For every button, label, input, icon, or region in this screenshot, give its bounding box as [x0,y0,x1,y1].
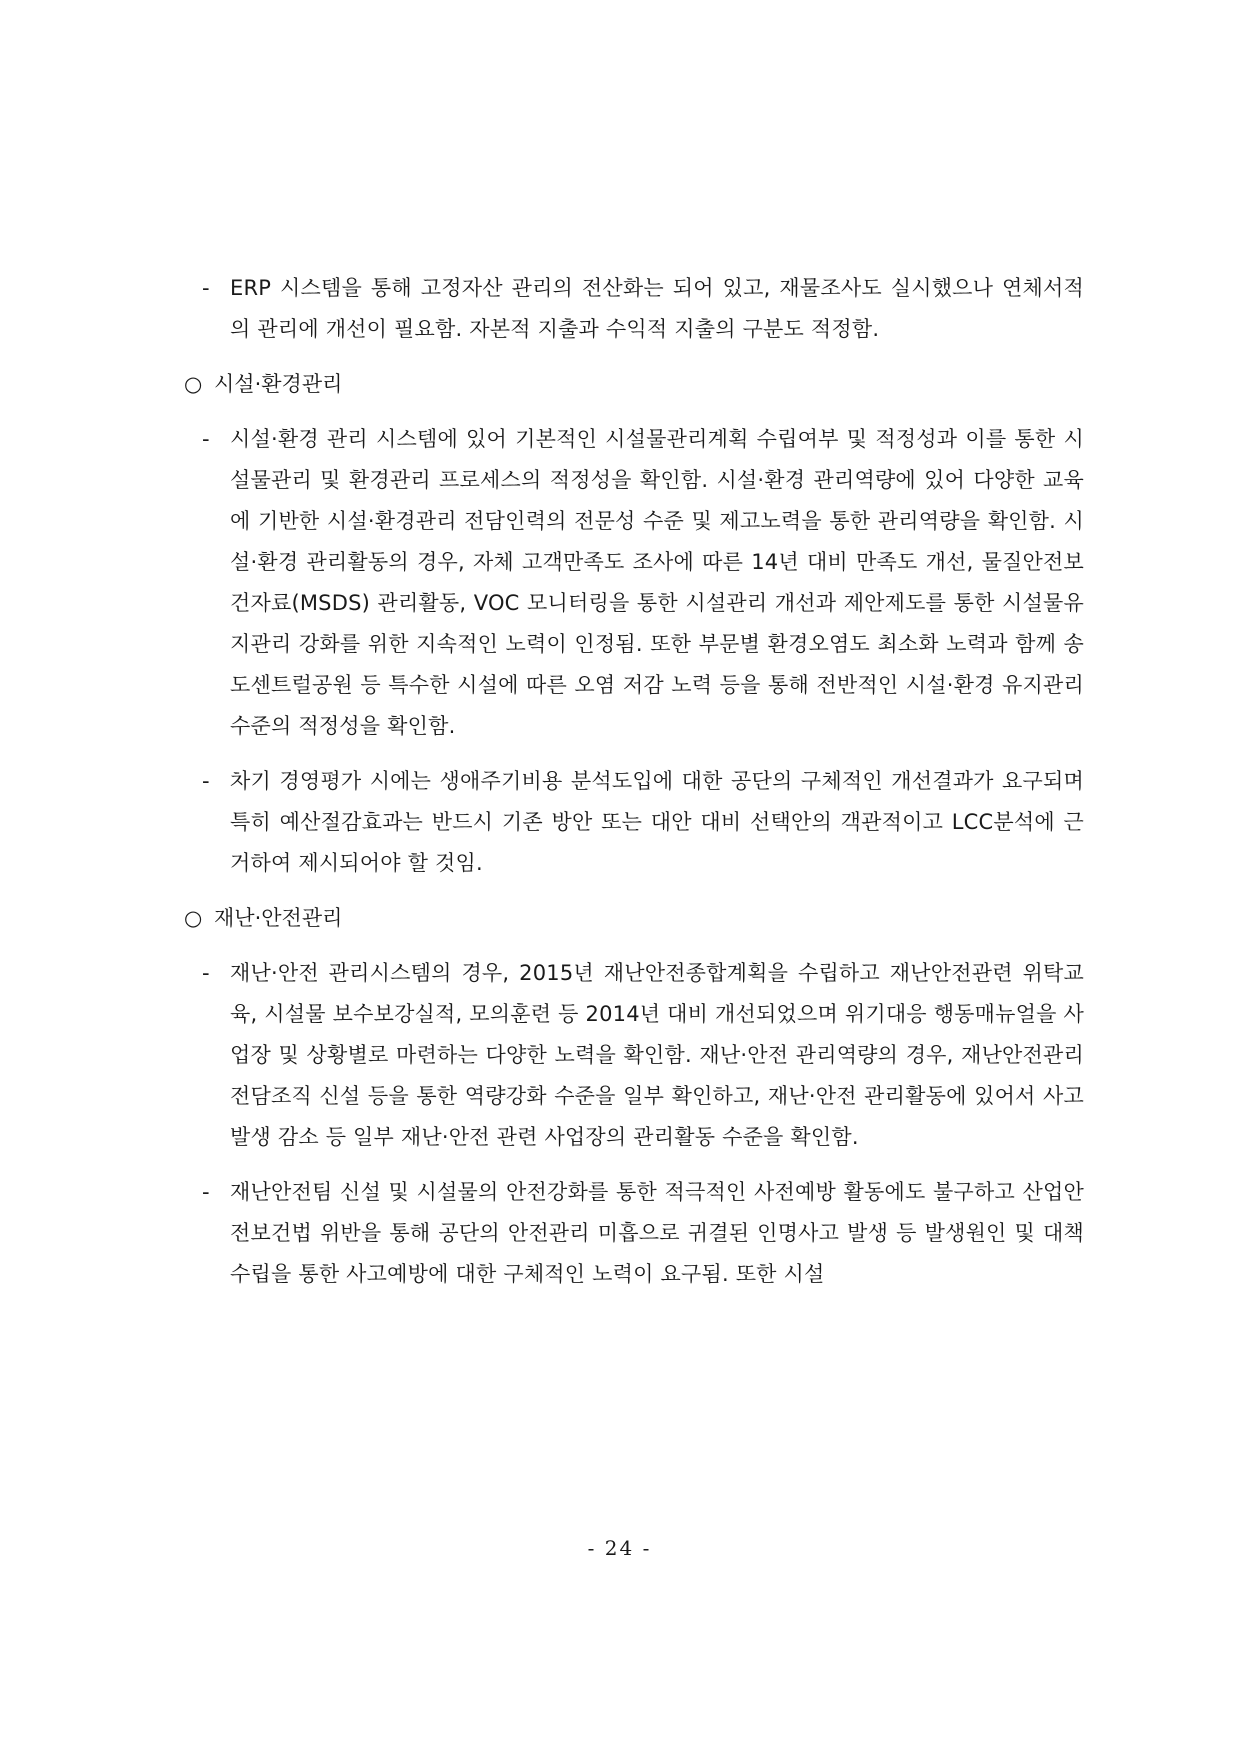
dash-marker: - [202,961,210,985]
bullet-paragraph-lcc [184,761,1084,884]
circle-marker: ○ [184,906,203,930]
bullet-paragraph-erp [184,268,1084,350]
bullet-paragraph-safety-team [184,1172,1084,1295]
paragraph-text: 재난·안전 관리시스템의 경우, 2015년 재난안전종합계획을 수립하고 재난안전관련 위탁교육, 시설물 보수보강실적, 모의훈련 등 2014년 대비 개선되었으며 위기대응 행동매뉴얼을 사업장 및 상황별로 마련하는 다양한 노력을 확인함. 재난·안전 관리역량의 경우, 재난안전관리 전담조직 신설 등을 통한 역량강화 수준을 일부 확인하고, 재난·안전 관리활동에 있어서 사고발생 감소 등 일부 재난·안전 관련 사업장의 관리활동 수준을 확인함. [230,961,1084,1149]
bullet-paragraph-facility-system [184,419,1084,747]
dash-marker: - [202,1180,210,1204]
paragraph-text: 재난안전팀 신설 및 시설물의 안전강화를 통한 적극적인 사전예방 활동에도 불구하고 산업안전보건법 위반을 통해 공단의 안전관리 미흡으로 귀결된 인명사고 발생 등 발생원인 및 대책수립을 통한 사고예방에 대한 구체적인 노력이 요구됨. 또한 시설 [230,1180,1084,1286]
paragraph-text: 시설·환경 관리 시스템에 있어 기본적인 시설물관리계획 수립여부 및 적정성과 이를 통한 시설물관리 및 환경관리 프로세스의 적정성을 확인함. 시설·환경 관리역량에 있어 다양한 교육에 기반한 시설·환경관리 전담인력의 전문성 수준 및 제고노력을 통한 관리역량을 확인함. 시설·환경 관리활동의 경우, 자체 고객만족도 조사에 따른 14년 대비 만족도 개선, 물질안전보건자료(MSDS) 관리활동, VOC 모니터링을 통한 시설관리 개선과 제안제도를 통한 시설물유지관리 강화를 위한 지속적인 노력이 인정됨. 또한 부문별 환경오염도 최소화 노력과 함께 송도센트럴공원 등 특수한 시설에 따른 오염 저감 노력 등을 통해 전반적인 시설·환경 유지관리 수준의 적정성을 확인함. [230,427,1084,738]
dash-marker: - [202,427,210,451]
dash-marker: - [202,276,210,300]
dash-marker: - [202,769,210,793]
paragraph-text: 차기 경영평가 시에는 생애주기비용 분석도입에 대한 공단의 구체적인 개선결과가 요구되며 특히 예산절감효과는 반드시 기존 방안 또는 대안 대비 선택안의 객관적이고 LCC분석에 근거하여 제시되어야 할 것임. [230,769,1084,875]
circle-marker: ○ [184,372,203,396]
section-heading-safety [184,898,1084,939]
page-number: - 24 - [587,1536,652,1560]
section-title: 시설·환경관리 [214,372,343,396]
page-body [184,268,1084,1309]
bullet-paragraph-safety-system [184,953,1084,1158]
section-title: 재난·안전관리 [214,906,343,930]
paragraph-text: ERP 시스템을 통해 고정자산 관리의 전산화는 되어 있고, 재물조사도 실시했으나 연체서적의 관리에 개선이 필요함. 자본적 지출과 수익적 지출의 구분도 적정함. [230,276,1084,341]
section-heading-facility [184,364,1084,405]
